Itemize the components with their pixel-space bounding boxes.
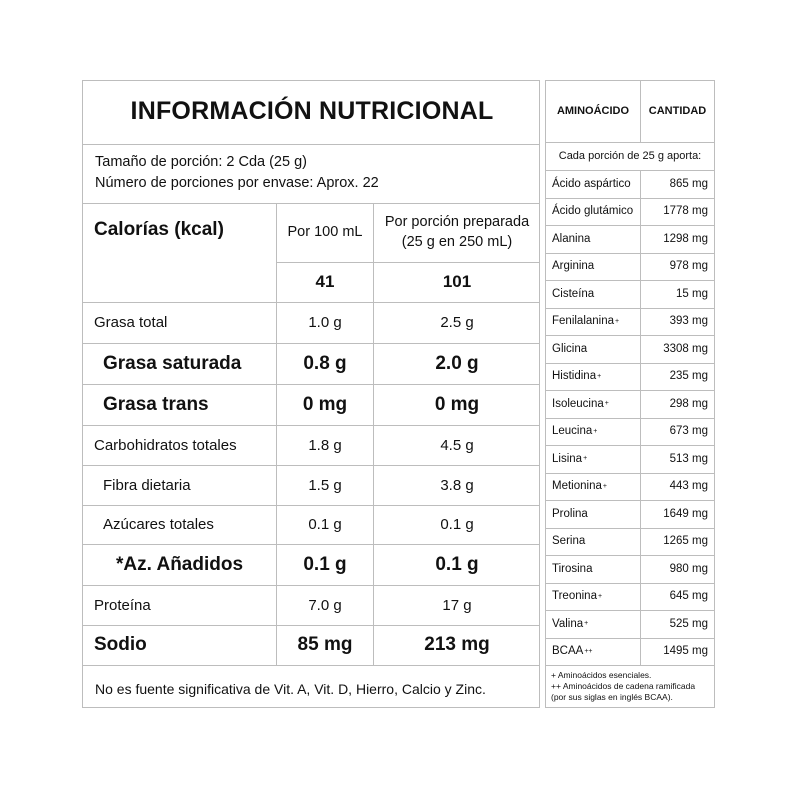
amino-value: 1495 mg: [663, 645, 708, 658]
divider: [545, 390, 715, 391]
amino-name: Glicina: [552, 342, 588, 355]
divider: [545, 638, 715, 639]
nutrition-title: INFORMACIÓN NUTRICIONAL: [130, 97, 494, 125]
amino-subheader: Cada porción de 25 g aporta:: [558, 150, 702, 162]
row-per100: 1.5 g: [308, 476, 342, 494]
calories-per100: 41: [315, 272, 335, 291]
amino-value: 443 mg: [669, 480, 708, 493]
amino-value: 15 mg: [676, 287, 708, 300]
amino-value: 1778 mg: [663, 205, 708, 218]
amino-value: 1265 mg: [663, 535, 708, 548]
amino-name: Isoleucina +: [552, 397, 609, 410]
amino-value: 980 mg: [669, 562, 708, 575]
row-label-sodio: Sodio: [94, 634, 147, 655]
amino-name: Leucina +: [552, 425, 598, 438]
amino-name: Metionina +: [552, 480, 607, 493]
row-serving: 213 mg: [424, 634, 490, 655]
divider: [82, 203, 540, 204]
row-label-azucares: Azúcares totales: [103, 516, 214, 533]
row-label-proteina: Proteína: [94, 596, 151, 614]
divider: [545, 308, 715, 309]
amino-note-bcaa-2: (por sus siglas en inglés BCAA).: [551, 692, 673, 702]
divider: [545, 198, 715, 199]
divider: [545, 280, 715, 281]
row-per100: 1.8 g: [308, 436, 342, 454]
amino-name: Ácido glutámico: [552, 205, 634, 218]
amino-value: 235 mg: [669, 370, 708, 383]
row-serving: 0.1 g: [440, 516, 474, 533]
amino-value: 645 mg: [669, 590, 708, 603]
divider: [545, 363, 715, 364]
row-serving: 17 g: [442, 596, 472, 614]
divider: [545, 583, 715, 584]
row-serving: 0.1 g: [435, 553, 479, 575]
amino-value: 513 mg: [669, 452, 708, 465]
divider: [545, 225, 715, 226]
amino-name: Cisteína: [552, 287, 595, 300]
amino-name: Ácido aspártico: [552, 177, 631, 190]
row-serving: 2.0 g: [435, 352, 479, 374]
amino-header-name: AMINOÁCIDO: [556, 105, 630, 117]
row-per100: 0.1 g: [303, 553, 347, 575]
row-per100: 7.0 g: [308, 596, 342, 614]
col-serving-line1: Por porción preparada: [384, 214, 530, 230]
row-serving: 2.5 g: [440, 314, 474, 331]
amino-value: 1298 mg: [663, 232, 708, 245]
row-per100: 0.8 g: [303, 352, 347, 374]
divider: [545, 500, 715, 501]
row-per100: 0.1 g: [308, 516, 342, 533]
amino-value: 393 mg: [669, 315, 708, 328]
amino-value: 1649 mg: [663, 507, 708, 520]
amino-name: BCAA ++: [552, 645, 593, 658]
amino-name: Fenilalanina +: [552, 315, 620, 328]
amino-value: 525 mg: [669, 617, 708, 630]
divider: [545, 418, 715, 419]
divider: [545, 253, 715, 254]
divider: [545, 473, 715, 474]
divider: [82, 144, 540, 145]
divider: [545, 610, 715, 611]
amino-name: Treonina +: [552, 590, 603, 603]
divider: [545, 555, 715, 556]
col-per100-header: [277, 212, 373, 252]
row-per100: 0 mg: [302, 393, 348, 415]
amino-value: 865 mg: [669, 177, 708, 190]
amino-value: 298 mg: [669, 397, 708, 410]
divider: [545, 445, 715, 446]
amino-name: Alanina: [552, 232, 591, 245]
col-serving-header: [374, 210, 540, 254]
row-serving: 4.5 g: [440, 436, 474, 454]
amino-value: 3308 mg: [663, 342, 708, 355]
row-serving: 3.8 g: [440, 476, 474, 494]
amino-value: 978 mg: [669, 260, 708, 273]
divider: [545, 665, 715, 666]
calories-per-serving: 101: [442, 272, 472, 291]
servings-per-container: Número de porciones por envase: Aprox. 22: [95, 175, 379, 191]
row-label-grasa-trans: Grasa trans: [103, 393, 209, 415]
divider: [545, 528, 715, 529]
col-per100-label: Por 100 mL: [287, 224, 363, 240]
serving-size: Tamaño de porción: 2 Cda (25 g): [95, 154, 307, 170]
row-label-az-anadidos: *Az. Añadidos: [116, 553, 244, 575]
amino-header-qty: CANTIDAD: [648, 105, 707, 117]
col-serving-line2: (25 g en 250 mL): [401, 234, 513, 250]
divider: [545, 335, 715, 336]
amino-name: Lisina +: [552, 452, 588, 465]
amino-note-bcaa: ++ Aminoácidos de cadena ramificada: [551, 681, 696, 691]
row-label-carbohidratos: Carbohidratos totales: [94, 436, 237, 454]
row-label-grasa-total: Grasa total: [94, 314, 168, 331]
amino-name: Arginina: [552, 260, 595, 273]
nutrition-footer: No es fuente significativa de Vit. A, Vit. D, Hierro, Calcio y Zinc.: [95, 681, 486, 697]
row-label-grasa-saturada: Grasa saturada: [103, 352, 242, 374]
amino-name: Serina: [552, 535, 586, 548]
row-label-fibra: Fibra dietaria: [103, 476, 191, 494]
calories-label: Calorías (kcal): [94, 219, 224, 240]
row-per100: 85 mg: [297, 634, 353, 655]
amino-name: Tirosina: [552, 562, 593, 575]
row-serving: 0 mg: [434, 393, 480, 415]
amino-name: Histidina +: [552, 370, 602, 383]
amino-value: 673 mg: [669, 425, 708, 438]
divider: [82, 665, 540, 666]
amino-name: Prolina: [552, 507, 588, 520]
amino-name: Valina +: [552, 617, 589, 630]
amino-note-essential: + Aminoácidos esenciales.: [551, 670, 652, 680]
row-per100: 1.0 g: [308, 314, 342, 331]
